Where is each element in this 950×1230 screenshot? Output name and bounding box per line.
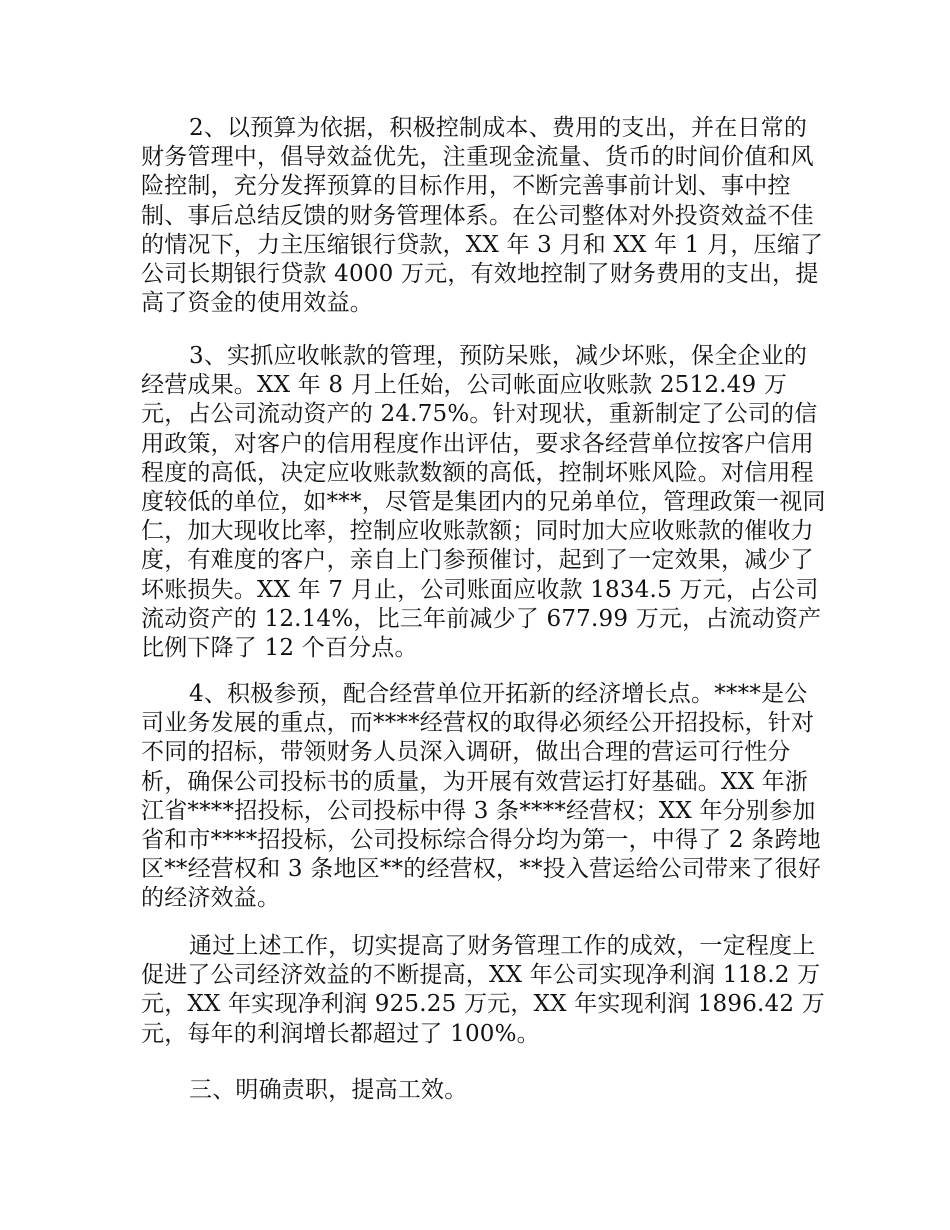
section-heading-responsibilities: 三、明确责职，提高工效。 [189, 1077, 468, 1103]
paragraph-new-growth-points: 4、积极参预，配合经营单位开拓新的经济增长点。****是公司业务发展的重点，而****经营权的取得必须经公开招投标，针对不同的招标，带领财务人员深入调研，做出合理的营运可行性分析，确保公司投标书的质量，为开展有效营运打好基础。XX 年浙江省****招投标，公司投标中得 3 条****经营权；XX 年分别参加省和市****招投标，公司投标综合得分均为第一，中得了 2 条跨地区**经营权和 3 条地区**的经营权，**投入营运给公司带来了很好的经济效益。 [141, 681, 822, 912]
paragraph-receivables-management: 3、实抓应收帐款的管理，预防呆账，减少坏账，保全企业的经营成果。XX 年 8 月上任始，公司帐面应收账款 2512.49 万元，占公司流动资产的 24.75%。针对现状，重新制定了公司的信用政策，对客户的信用程度作出评估，要求各经营单位按客户信用程度的高低，决定应收账款数额的高低，控制坏账风险。对信用程度较低的单位，如***，尽管是集团内的兄弟单位，管理政策一视同仁，加大现收比率，控制应收账款额；同时加大应收账款的催收力度，有难度的客户，亲自上门参预催讨，起到了一定效果，减少了坏账损失。XX 年 7 月止，公司账面应收款 1834.5 万元，占公司流动资产的 12.14%，比三年前减少了 677.99 万元，占流动资产比例下降了 12 个百分点。 [141, 343, 826, 662]
paragraph-budget-control: 2、以预算为依据，积极控制成本、费用的支出，并在日常的财务管理中，倡导效益优先，注重现金流量、货币的时间价值和风险控制，充分发挥预算的目标作用，不断完善事前计划、事中控制、事后总结反馈的财务管理体系。在公司整体对外投资效益不佳的情况下，力主压缩银行贷款，XX 年 3 月和 XX 年 1 月，压缩了公司长期银行贷款 4000 万元，有效地控制了财务费用的支出，提高了资金的使用效益。 [141, 115, 824, 317]
paragraph-profit-summary: 通过上述工作，切实提高了财务管理工作的成效，一定程度上促进了公司经济效益的不断提高，XX 年公司实现净利润 118.2 万元，XX 年实现净利润 925.25 万元，XX 年实现利润 1896.42 万元，每年的利润增长都超过了 100%。 [141, 933, 825, 1047]
